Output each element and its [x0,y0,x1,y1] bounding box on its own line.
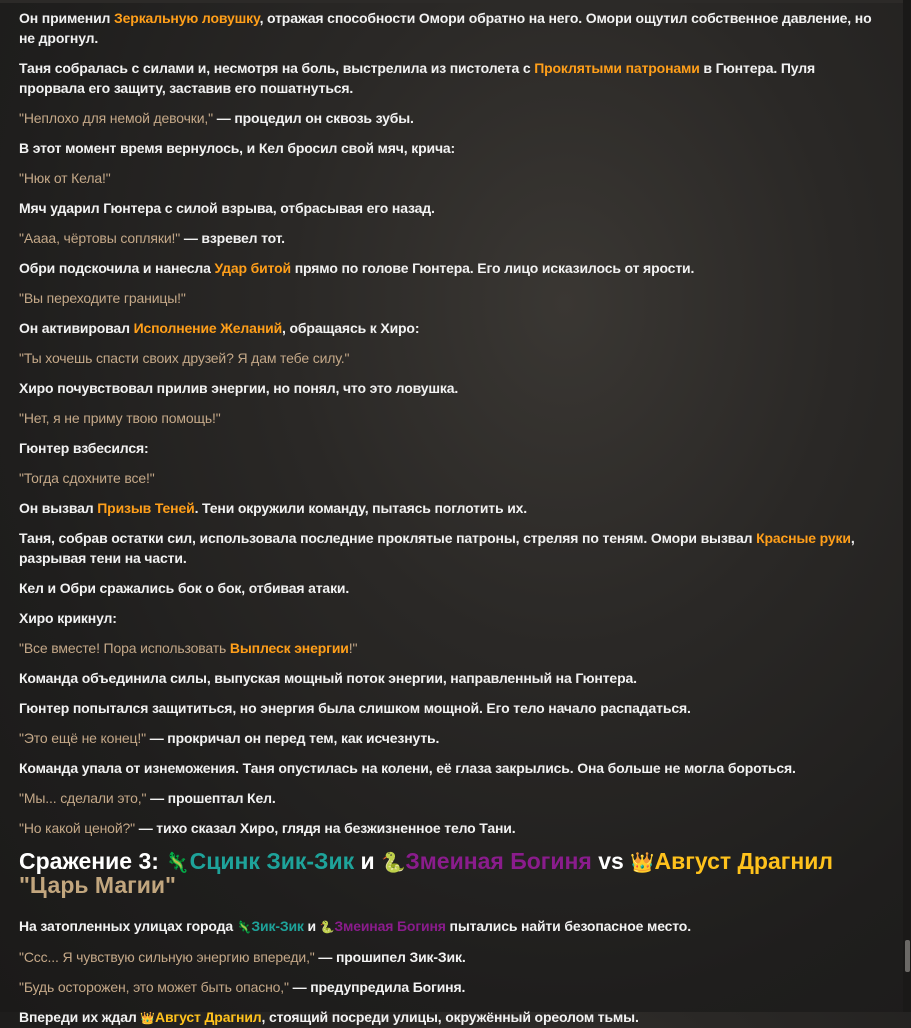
ability-highlight: Зеркальную ловушку [114,10,260,26]
dialogue-line: "Нюк от Кела!" [19,170,111,186]
name-august: Август Драгнил [155,1009,262,1025]
dialogue-line: "Мы... сделали это," — прошептал Кел. [19,790,276,806]
fighter-august: Август Драгнил [654,848,833,874]
paragraph: Таня, собрав остатки сил, использовала последние проклятые патроны, стреляя по теням. Омори вызвал Красные руки, разрывая тени на части. [19,530,855,566]
paragraph: Кел и Обри сражались бок о бок, отбивая атаки. [19,580,350,596]
scrollbar-thumb[interactable] [905,940,910,972]
fighter-skink: Сцинк Зик-Зик [189,848,355,874]
paragraph: Он применил Зеркальную ловушку, отражая способности Омори обратно на него. Омори ощутил собственное давление, но не дрогнул. [19,10,872,46]
paragraph: Хиро почувствовал прилив энергии, но понял, что это ловушка. [19,380,459,396]
dialogue-line: "Будь осторожен, это может быть опасно," — предупредила Богиня. [19,979,466,995]
dialogue-line: "Тогда сдохните все!" [19,470,155,486]
ability-highlight: Удар битой [214,260,292,276]
snake-icon: 🐍 [319,920,335,934]
dialogue-line: "Ссс... Я чувствую сильную энергию впереди," — прошипел Зик-Зик. [19,949,466,965]
paragraph: Мяч ударил Гюнтера с силой взрыва, отбрасывая его назад. [19,200,435,216]
dialogue-line: "Аааа, чёртовы сопляки!" — взревел тот. [19,230,285,246]
paragraph: Обри подскочила и нанесла Удар битой прямо по голове Гюнтера. Его лицо исказилось от ярости. [19,260,695,276]
lizard-icon: 🦎 [165,852,190,874]
paragraph: Таня собралась с силами и, несмотря на боль, выстрелила из пистолета с Проклятыми патронами в Гюнтера. Пуля прорвала его защиту, заставив его пошатнуться. [19,60,815,96]
dialogue-line: "Это ещё не конец!" — прокричал он перед тем, как исчезнуть. [19,730,440,746]
paragraph: Он вызвал Призыв Теней. Тени окружили команду, пытаясь поглотить их. [19,500,528,516]
ability-highlight: Исполнение Желаний [133,320,283,336]
ability-highlight: Выплеск энергии [229,640,349,656]
paragraph: Гюнтер взбесился: [19,440,149,456]
dialogue-line: "Но какой ценой?" — тихо сказал Хиро, глядя на безжизненное тело Тани. [19,820,516,836]
crown-icon: 👑 [630,852,655,874]
battle-heading: Сражение 3: 🦎Сцинк Зик-Зик и 🐍Змеиная Богиня vs 👑Август Драгнил "Царь Магии" [19,848,833,898]
ability-highlight: Проклятыми патронами [534,60,700,76]
paragraph: Он активировал Исполнение Желаний, обращаясь к Хиро: [19,320,420,336]
scrollbar-track[interactable] [903,0,911,1012]
paragraph: Впереди их ждал 👑Август Драгнил, стоящий посреди улицы, окружённый ореолом тьмы. [19,1009,639,1025]
dialogue-line: "Все вместе! Пора использовать Выплеск энергии!" [19,640,358,656]
name-skink: Зик-Зик [251,918,304,934]
paragraph: Команда объединила силы, выпуская мощный поток энергии, направленный на Гюнтера. [19,670,637,686]
name-goddess: Змеиная Богиня [334,918,446,934]
dialogue-line: "Неплохо для немой девочки," — процедил он сквозь зубы. [19,110,414,126]
paragraph: Хиро крикнул: [19,610,117,626]
paragraph: В этот момент время вернулось, и Кел бросил свой мяч, крича: [19,140,456,156]
dialogue-line: "Ты хочешь спасти своих друзей? Я дам тебе силу." [19,350,350,366]
paragraph: На затопленных улицах города 🦎Зик-Зик и 🐍Змеиная Богиня пытались найти безопасное место. [19,918,691,934]
ability-highlight: Красные руки [756,530,851,546]
dialogue-line: "Вы переходите границы!" [19,290,186,306]
snake-icon: 🐍 [381,852,406,874]
paragraph: Гюнтер попытался защититься, но энергия была слишком мощной. Его тело начало распадаться. [19,700,691,716]
paragraph: Команда упала от изнеможения. Таня опустилась на колени, её глаза закрылись. Она больше не могла бороться. [19,760,796,776]
dialogue-line: "Нет, я не приму твою помощь!" [19,410,221,426]
fighter-title: "Царь Магии" [19,872,176,898]
ability-highlight: Призыв Теней [97,500,195,516]
fighter-goddess: Змеиная Богиня [405,848,592,874]
lizard-icon: 🦎 [236,920,252,934]
crown-icon: 👑 [140,1011,155,1025]
